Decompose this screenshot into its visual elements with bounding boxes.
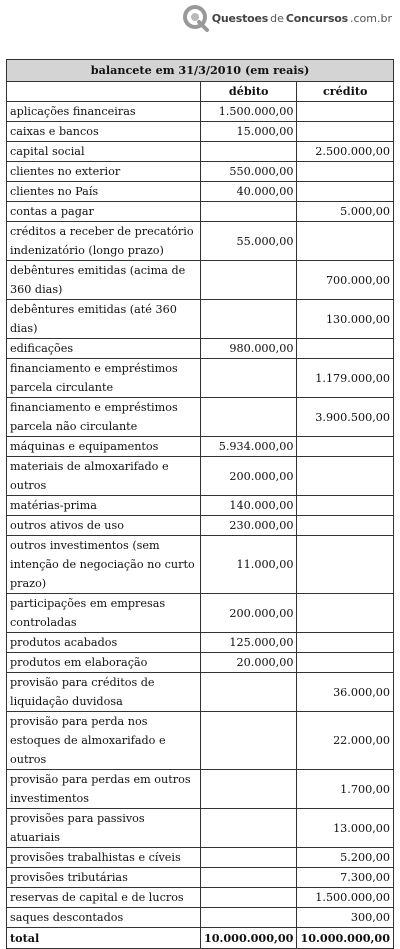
site-logo xyxy=(182,4,392,32)
cell-debito xyxy=(200,770,297,809)
table-row xyxy=(7,848,394,868)
cell-conta: materiais de almoxarifado e outros xyxy=(7,457,201,496)
cell-credito xyxy=(297,653,394,673)
table-row xyxy=(7,809,394,848)
table-row xyxy=(7,457,394,496)
cell-debito: 550.000,00 xyxy=(200,162,297,182)
total-credito: 10.000.000,00 xyxy=(297,928,394,949)
table-row xyxy=(7,908,394,928)
logo-q-icon xyxy=(182,4,210,32)
cell-credito: 130.000,00 xyxy=(297,300,394,339)
logo-text-domain: .com.br xyxy=(350,11,392,25)
cell-credito: 7.300,00 xyxy=(297,868,394,888)
cell-debito xyxy=(200,712,297,770)
cell-credito xyxy=(297,182,394,202)
table-row xyxy=(7,222,394,261)
cell-credito: 1.700,00 xyxy=(297,770,394,809)
table-row xyxy=(7,182,394,202)
total-debito: 10.000.000,00 xyxy=(200,928,297,949)
table-row xyxy=(7,437,394,457)
cell-credito xyxy=(297,457,394,496)
table-row xyxy=(7,142,394,162)
cell-conta: outros ativos de uso xyxy=(7,516,201,536)
table-row xyxy=(7,536,394,594)
table-row xyxy=(7,770,394,809)
cell-credito: 1.179.000,00 xyxy=(297,359,394,398)
table-row xyxy=(7,516,394,536)
cell-conta: provisão para perda nos estoques de almoxarifado e outros xyxy=(7,712,201,770)
cell-credito xyxy=(297,633,394,653)
cell-debito: 1.500.000,00 xyxy=(200,102,297,122)
cell-credito xyxy=(297,102,394,122)
cell-credito: 5.000,00 xyxy=(297,202,394,222)
cell-conta: provisão para perdas em outros investimentos xyxy=(7,770,201,809)
cell-conta: provisões tributárias xyxy=(7,868,201,888)
cell-conta: edificações xyxy=(7,339,201,359)
cell-debito xyxy=(200,868,297,888)
cell-debito: 140.000,00 xyxy=(200,496,297,516)
cell-conta: clientes no País xyxy=(7,182,201,202)
table-row xyxy=(7,594,394,633)
table-row xyxy=(7,162,394,182)
cell-conta: provisões para passivos atuariais xyxy=(7,809,201,848)
cell-credito xyxy=(297,122,394,142)
cell-conta: máquinas e equipamentos xyxy=(7,437,201,457)
cell-debito: 980.000,00 xyxy=(200,339,297,359)
cell-conta: clientes no exterior xyxy=(7,162,201,182)
cell-debito xyxy=(200,908,297,928)
cell-debito: 15.000,00 xyxy=(200,122,297,142)
table-row xyxy=(7,653,394,673)
cell-debito xyxy=(200,142,297,162)
cell-credito xyxy=(297,594,394,633)
cell-debito: 200.000,00 xyxy=(200,594,297,633)
cell-credito: 700.000,00 xyxy=(297,261,394,300)
cell-conta: debêntures emitidas (acima de 360 dias) xyxy=(7,261,201,300)
table-body xyxy=(7,102,394,928)
cell-conta: matérias-prima xyxy=(7,496,201,516)
table-row xyxy=(7,496,394,516)
cell-conta: financiamento e empréstimos parcela circulante xyxy=(7,359,201,398)
cell-conta: provisão para créditos de liquidação duvidosa xyxy=(7,673,201,712)
cell-credito xyxy=(297,222,394,261)
cell-debito xyxy=(200,673,297,712)
cell-debito xyxy=(200,809,297,848)
cell-debito xyxy=(200,202,297,222)
total-row xyxy=(7,928,394,949)
cell-conta: produtos acabados xyxy=(7,633,201,653)
table-row xyxy=(7,339,394,359)
cell-credito xyxy=(297,162,394,182)
col-header-debito: débito xyxy=(200,82,297,102)
cell-conta: provisões trabalhistas e cíveis xyxy=(7,848,201,868)
table-row xyxy=(7,261,394,300)
cell-conta: participações em empresas controladas xyxy=(7,594,201,633)
cell-debito xyxy=(200,359,297,398)
cell-conta: financiamento e empréstimos parcela não circulante xyxy=(7,398,201,437)
balancete-table xyxy=(6,59,394,949)
cell-credito xyxy=(297,516,394,536)
cell-credito: 3.900.500,00 xyxy=(297,398,394,437)
cell-conta: aplicações financeiras xyxy=(7,102,201,122)
cell-debito xyxy=(200,261,297,300)
cell-conta: reservas de capital e de lucros xyxy=(7,888,201,908)
col-header-credito: crédito xyxy=(297,82,394,102)
cell-conta: créditos a receber de precatório indenizatório (longo prazo) xyxy=(7,222,201,261)
cell-credito: 300,00 xyxy=(297,908,394,928)
cell-credito xyxy=(297,536,394,594)
cell-credito: 13.000,00 xyxy=(297,809,394,848)
cell-credito: 5.200,00 xyxy=(297,848,394,868)
cell-credito xyxy=(297,496,394,516)
cell-conta: capital social xyxy=(7,142,201,162)
cell-debito xyxy=(200,888,297,908)
cell-debito: 40.000,00 xyxy=(200,182,297,202)
total-label: total xyxy=(7,928,201,949)
table-row xyxy=(7,102,394,122)
cell-debito xyxy=(200,300,297,339)
cell-credito: 2.500.000,00 xyxy=(297,142,394,162)
table-row xyxy=(7,712,394,770)
cell-debito: 11.000,00 xyxy=(200,536,297,594)
cell-debito: 230.000,00 xyxy=(200,516,297,536)
cell-debito: 55.000,00 xyxy=(200,222,297,261)
logo-text-questoes: Questoes xyxy=(211,11,269,25)
col-header-conta xyxy=(7,82,201,102)
cell-debito xyxy=(200,848,297,868)
cell-credito: 36.000,00 xyxy=(297,673,394,712)
table-row xyxy=(7,300,394,339)
cell-credito: 1.500.000,00 xyxy=(297,888,394,908)
cell-conta: saques descontados xyxy=(7,908,201,928)
table-row xyxy=(7,673,394,712)
table-row xyxy=(7,868,394,888)
cell-debito: 20.000,00 xyxy=(200,653,297,673)
cell-credito: 22.000,00 xyxy=(297,712,394,770)
table-row xyxy=(7,202,394,222)
table-row xyxy=(7,398,394,437)
table-row xyxy=(7,122,394,142)
cell-credito xyxy=(297,437,394,457)
cell-debito xyxy=(200,398,297,437)
cell-debito: 125.000,00 xyxy=(200,633,297,653)
cell-conta: debêntures emitidas (até 360 dias) xyxy=(7,300,201,339)
logo-text-concursos: Concursos xyxy=(285,11,348,25)
cell-conta: contas a pagar xyxy=(7,202,201,222)
table-row xyxy=(7,359,394,398)
cell-conta: caixas e bancos xyxy=(7,122,201,142)
cell-credito xyxy=(297,339,394,359)
table-row xyxy=(7,888,394,908)
cell-conta: outros investimentos (sem intenção de negociação no curto prazo) xyxy=(7,536,201,594)
cell-debito: 200.000,00 xyxy=(200,457,297,496)
table-title: balancete em 31/3/2010 (em reais) xyxy=(7,60,394,82)
cell-debito: 5.934.000,00 xyxy=(200,437,297,457)
cell-conta: produtos em elaboração xyxy=(7,653,201,673)
logo-text-de: de xyxy=(270,11,284,25)
table-row xyxy=(7,633,394,653)
